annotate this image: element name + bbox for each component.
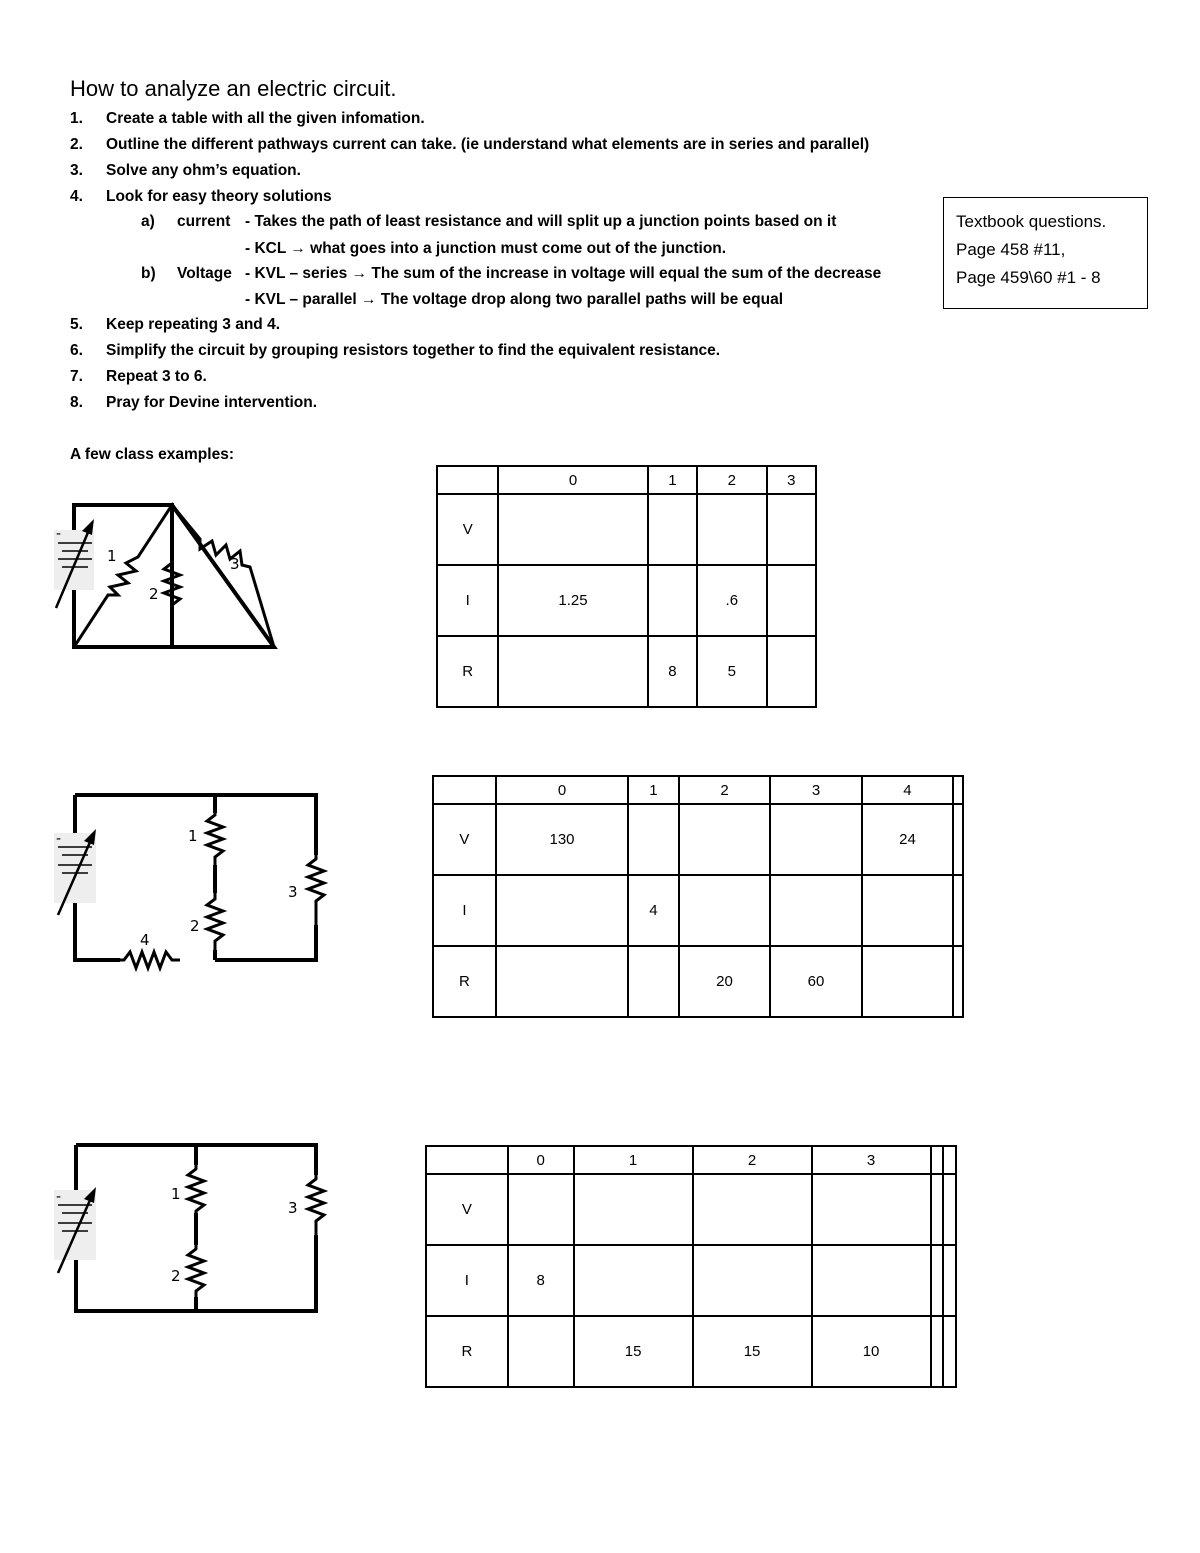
table-header-row (433, 776, 963, 804)
step-number: 6. (70, 342, 83, 359)
table-cell: 2 (697, 466, 766, 494)
table-cell (862, 875, 953, 946)
table-row (437, 494, 816, 565)
step-number: 8. (70, 394, 83, 411)
theory-b-line2: - KVL – parallel → The voltage drop along two parallel paths will be equal (245, 291, 784, 308)
circuit-diagram-3 (50, 1135, 340, 1320)
table-cell (628, 804, 679, 875)
table-row (433, 946, 963, 1017)
table-cell: I (437, 565, 498, 636)
table-cell: .6 (697, 565, 766, 636)
battery-sign: - (56, 526, 62, 542)
table-cell: R (433, 946, 496, 1017)
table-row (437, 636, 816, 707)
battery-sign: - (56, 831, 62, 847)
table-cell (862, 946, 953, 1017)
theory-a-label: a) (141, 213, 155, 230)
table-cell: 8 (648, 636, 697, 707)
table-cell (574, 1245, 693, 1316)
step-number: 3. (70, 162, 83, 179)
table-cell (648, 565, 697, 636)
step-text: Create a table with all the given infomation. (106, 110, 425, 127)
table-header-row (426, 1146, 956, 1174)
table-cell (953, 776, 963, 804)
resistor-label-3: 3 (288, 883, 298, 901)
data-table-3 (425, 1145, 957, 1388)
theory-a-line1: - Takes the path of least resistance and will split up a junction points based on it (245, 213, 837, 230)
table-row (433, 804, 963, 875)
table-cell (498, 636, 647, 707)
table-cell: V (433, 804, 496, 875)
table-cell: I (426, 1245, 508, 1316)
theory-b-line1: - KVL – series → The sum of the increase in voltage will equal the sum of the decrease (245, 265, 882, 282)
table-cell: V (426, 1174, 508, 1245)
table-cell (693, 1245, 812, 1316)
battery-sign: - (56, 1189, 62, 1205)
table-row (433, 875, 963, 946)
step-text: Keep repeating 3 and 4. (106, 316, 280, 333)
step-text: Solve any ohm’s equation. (106, 162, 301, 179)
table-cell (943, 1245, 956, 1316)
textbook-heading: Textbook questions. (956, 212, 1107, 231)
theory-b-term: Voltage (177, 265, 232, 282)
table-cell: 3 (812, 1146, 931, 1174)
table-cell: 1 (648, 466, 697, 494)
theory-b-label: b) (141, 265, 156, 282)
step-text: Look for easy theory solutions (106, 188, 332, 205)
table-cell: 4 (862, 776, 953, 804)
table-cell: 4 (628, 875, 679, 946)
examples-heading: A few class examples: (70, 446, 234, 463)
resistor-label-2: 2 (190, 917, 200, 935)
table-cell (953, 946, 963, 1017)
table-cell (648, 494, 697, 565)
step-number: 1. (70, 110, 83, 127)
table-cell (767, 494, 817, 565)
textbook-line-2: Page 459\60 #1 - 8 (956, 268, 1101, 287)
table-cell: I (433, 875, 496, 946)
table-cell: V (437, 494, 498, 565)
resistor-label-1: 1 (171, 1185, 181, 1203)
table-cell (931, 1146, 944, 1174)
table-cell: 3 (770, 776, 861, 804)
table-cell (628, 946, 679, 1017)
table-cell (496, 946, 628, 1017)
theory-a-term: current (177, 213, 231, 230)
table-cell: 15 (574, 1316, 693, 1387)
table-cell: 5 (697, 636, 766, 707)
table-cell (931, 1245, 944, 1316)
table-cell (767, 565, 817, 636)
textbook-questions-box (943, 197, 1148, 309)
page-title: How to analyze an electric circuit. (70, 76, 397, 101)
table-cell (693, 1174, 812, 1245)
table-cell (437, 466, 498, 494)
table-cell (812, 1174, 931, 1245)
table-cell (496, 875, 628, 946)
table-cell (697, 494, 766, 565)
table-cell (574, 1174, 693, 1245)
table-cell (953, 804, 963, 875)
step-text: Simplify the circuit by grouping resistors together to find the equivalent resistance. (106, 342, 721, 359)
step-number: 5. (70, 316, 83, 333)
table-cell: 130 (496, 804, 628, 875)
resistor-label-1: 1 (188, 827, 198, 845)
table-cell: 2 (679, 776, 770, 804)
step-text: Repeat 3 to 6. (106, 368, 207, 385)
data-table-2 (432, 775, 964, 1018)
table-cell: 0 (508, 1146, 574, 1174)
table-cell (943, 1316, 956, 1387)
table-cell: 0 (498, 466, 647, 494)
circuit-diagram-2 (50, 785, 340, 975)
resistor-label-2: 2 (171, 1267, 181, 1285)
step-text: Outline the different pathways current can take. (ie understand what elements are in series and parallel) (106, 136, 870, 153)
data-table-1 (436, 465, 817, 708)
table-cell (679, 804, 770, 875)
table-cell (770, 804, 861, 875)
table-cell: 1 (628, 776, 679, 804)
table-cell: 1 (574, 1146, 693, 1174)
resistor-label-4: 4 (140, 931, 150, 949)
step-number: 2. (70, 136, 83, 153)
table-cell (931, 1174, 944, 1245)
table-cell: 10 (812, 1316, 931, 1387)
resistor-label-1: 1 (107, 547, 117, 565)
table-cell (943, 1146, 956, 1174)
table-cell: 1.25 (498, 565, 647, 636)
table-cell (679, 875, 770, 946)
table-cell (953, 875, 963, 946)
table-cell (508, 1174, 574, 1245)
table-header-row (437, 466, 816, 494)
table-cell (508, 1316, 574, 1387)
table-cell (767, 636, 817, 707)
resistor-label-2: 2 (149, 585, 159, 603)
table-cell: 15 (693, 1316, 812, 1387)
resistor-label-3: 3 (230, 555, 240, 573)
table-cell (943, 1174, 956, 1245)
table-cell: 3 (767, 466, 817, 494)
table-cell (433, 776, 496, 804)
table-cell: 24 (862, 804, 953, 875)
circuit-diagram-1 (50, 495, 290, 660)
table-cell: R (426, 1316, 508, 1387)
table-cell (426, 1146, 508, 1174)
step-number: 7. (70, 368, 83, 385)
table-row (426, 1316, 956, 1387)
table-row (426, 1245, 956, 1316)
resistor-label-3: 3 (288, 1199, 298, 1217)
textbook-line-1: Page 458 #11, (956, 240, 1066, 259)
table-cell: 2 (693, 1146, 812, 1174)
step-number: 4. (70, 188, 83, 205)
theory-a-line2: - KCL → what goes into a junction must come out of the junction. (245, 240, 727, 257)
table-cell: 60 (770, 946, 861, 1017)
resistor-2 (188, 1241, 204, 1301)
table-cell: 8 (508, 1245, 574, 1316)
table-cell (931, 1316, 944, 1387)
table-cell: 20 (679, 946, 770, 1017)
table-cell: R (437, 636, 498, 707)
table-cell (770, 875, 861, 946)
table-cell: 0 (496, 776, 628, 804)
table-row (426, 1174, 956, 1245)
step-text: Pray for Devine intervention. (106, 394, 318, 411)
table-row (437, 565, 816, 636)
table-cell (812, 1245, 931, 1316)
resistor-1 (207, 807, 223, 867)
table-cell (498, 494, 647, 565)
